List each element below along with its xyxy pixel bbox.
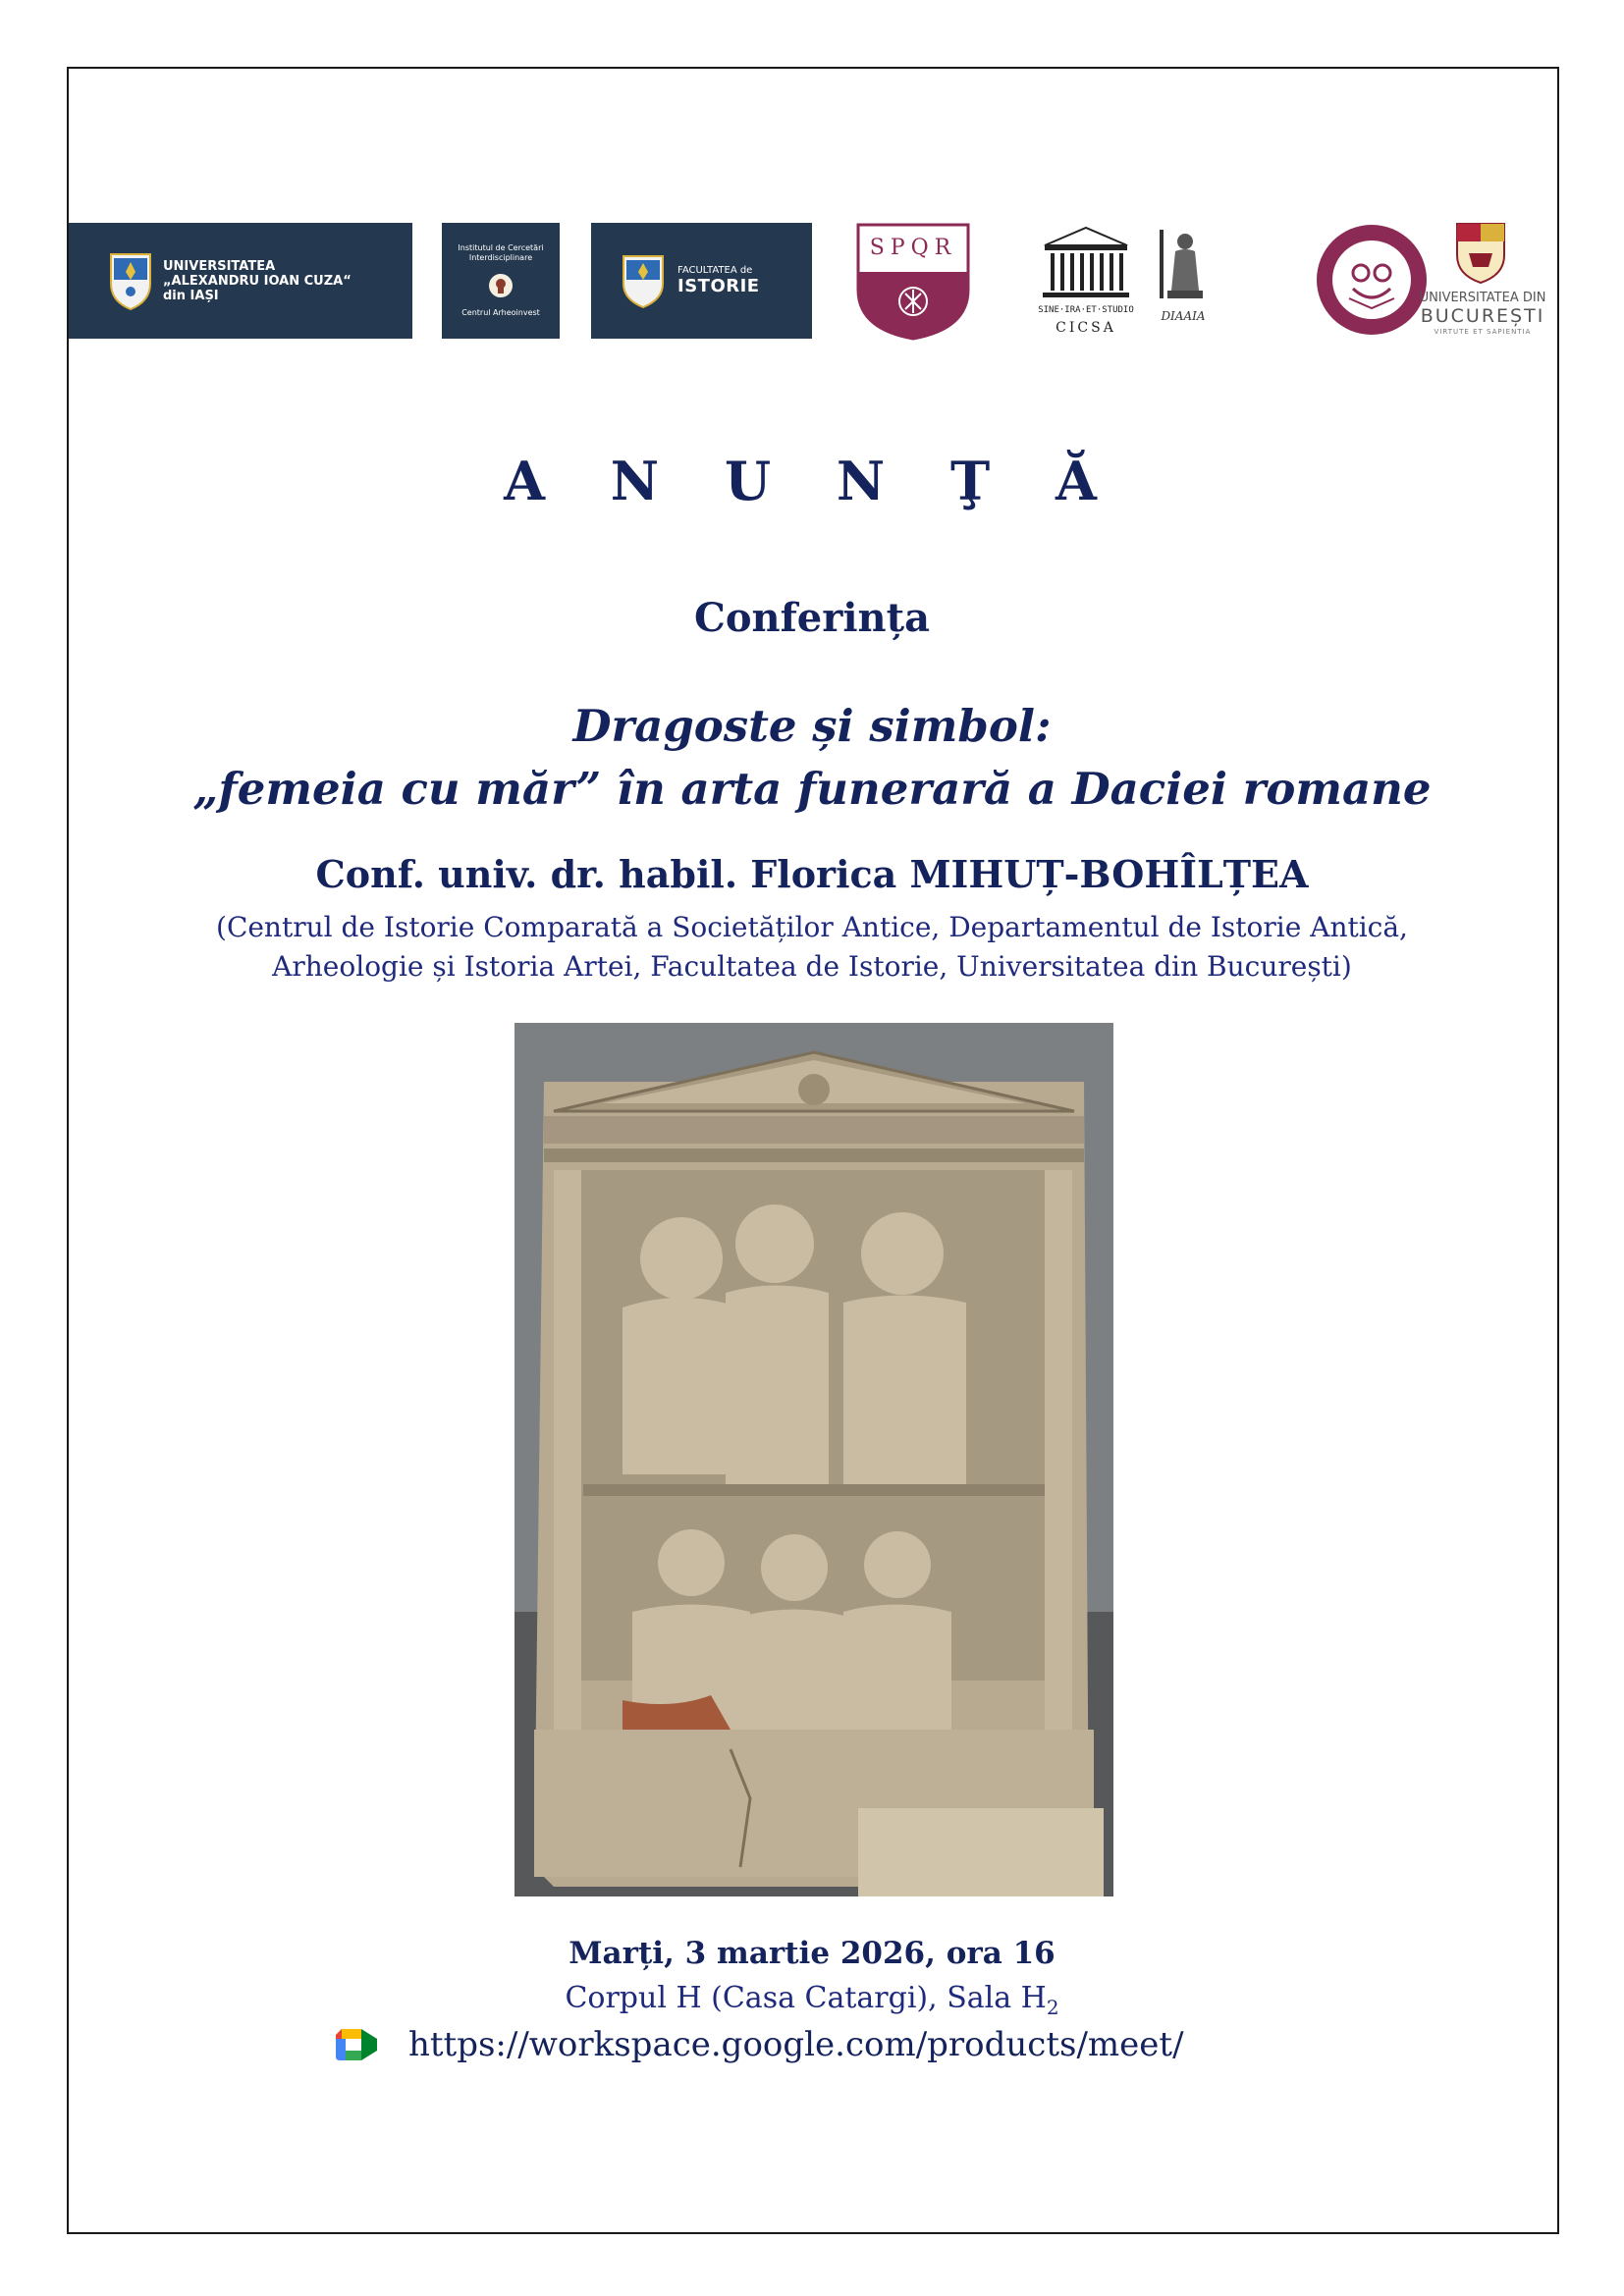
event-type: Conferința	[694, 595, 930, 641]
location-room-subscript: 2	[1046, 1996, 1059, 2019]
announcement-title: A N U N Ţ Ă	[504, 450, 1120, 512]
uaic-line-3: din IAȘI	[163, 288, 219, 303]
uaic-line-1: UNIVERSITATEA	[163, 258, 276, 274]
institute-emblem-icon	[488, 273, 514, 298]
conference-topic	[0, 695, 1624, 821]
funerary-stele-photo	[514, 1023, 1113, 1896]
speaker-name: Conf. univ. dr. habil. Florica MIHUȚ-BOHÎLȚEA	[315, 852, 1309, 896]
unibuc-crest-icon	[1453, 220, 1508, 285]
diaaia-label: DIAAIA	[1161, 309, 1206, 323]
unibuc-line-2: BUCUREȘTI	[1420, 305, 1545, 327]
cicsa-label: CICSA	[1056, 320, 1116, 336]
topic-line-1: Dragoste și simbol:	[572, 700, 1052, 752]
uaic-line-2: „ALEXANDRU IOAN CUZA“	[163, 273, 352, 289]
location-text: Corpul H (Casa Catargi), Sala H	[565, 1981, 1047, 2015]
faculty-logo	[591, 223, 812, 339]
affiliation-line-1: (Centrul de Istorie Comparată a Societăților Antice, Departamentul de Istorie Antică,	[216, 911, 1408, 943]
faculty-big-label: ISTORIE	[677, 276, 760, 296]
event-date: Marți, 3 martie 2026, ora 16	[568, 1936, 1056, 1971]
topic-line-2: „femeia cu măr” în arta funerară a Daciei romane	[192, 763, 1432, 815]
unibuc-motto: VIRTUTE ET SAPIENTIA	[1434, 328, 1532, 336]
faculty-small-label: FACULTATEA de	[677, 265, 753, 276]
speaker-affiliation	[0, 908, 1624, 987]
affiliation-line-2: Arheologie și Istoria Artei, Facultatea de Istorie, Universitatea din București)	[272, 950, 1352, 983]
institute-center: Centrul Arheoinvest	[461, 308, 540, 317]
institute-logo	[442, 223, 560, 339]
spqr-text: SPQR	[869, 236, 957, 260]
google-meet-icon	[334, 2027, 379, 2062]
meet-link-row	[334, 2020, 1184, 2069]
uaic-crest-icon	[108, 250, 153, 311]
cicsa-motto: SINE·IRA·ET·STUDIO	[1038, 305, 1134, 315]
unibuc-line-1: UNIVERSITATEA DIN	[1419, 291, 1546, 305]
meet-url-link[interactable]: https://workspace.google.com/products/meet/	[408, 2025, 1184, 2064]
faculty-crest-icon	[621, 252, 666, 309]
cicsa-temple-icon	[1039, 224, 1133, 302]
institute-name: Institutul de Cercetări Interdisciplinare	[458, 243, 544, 262]
event-location	[0, 1981, 1624, 2019]
diaaia-statue-icon	[1154, 228, 1213, 306]
uaic-logo	[69, 223, 412, 339]
